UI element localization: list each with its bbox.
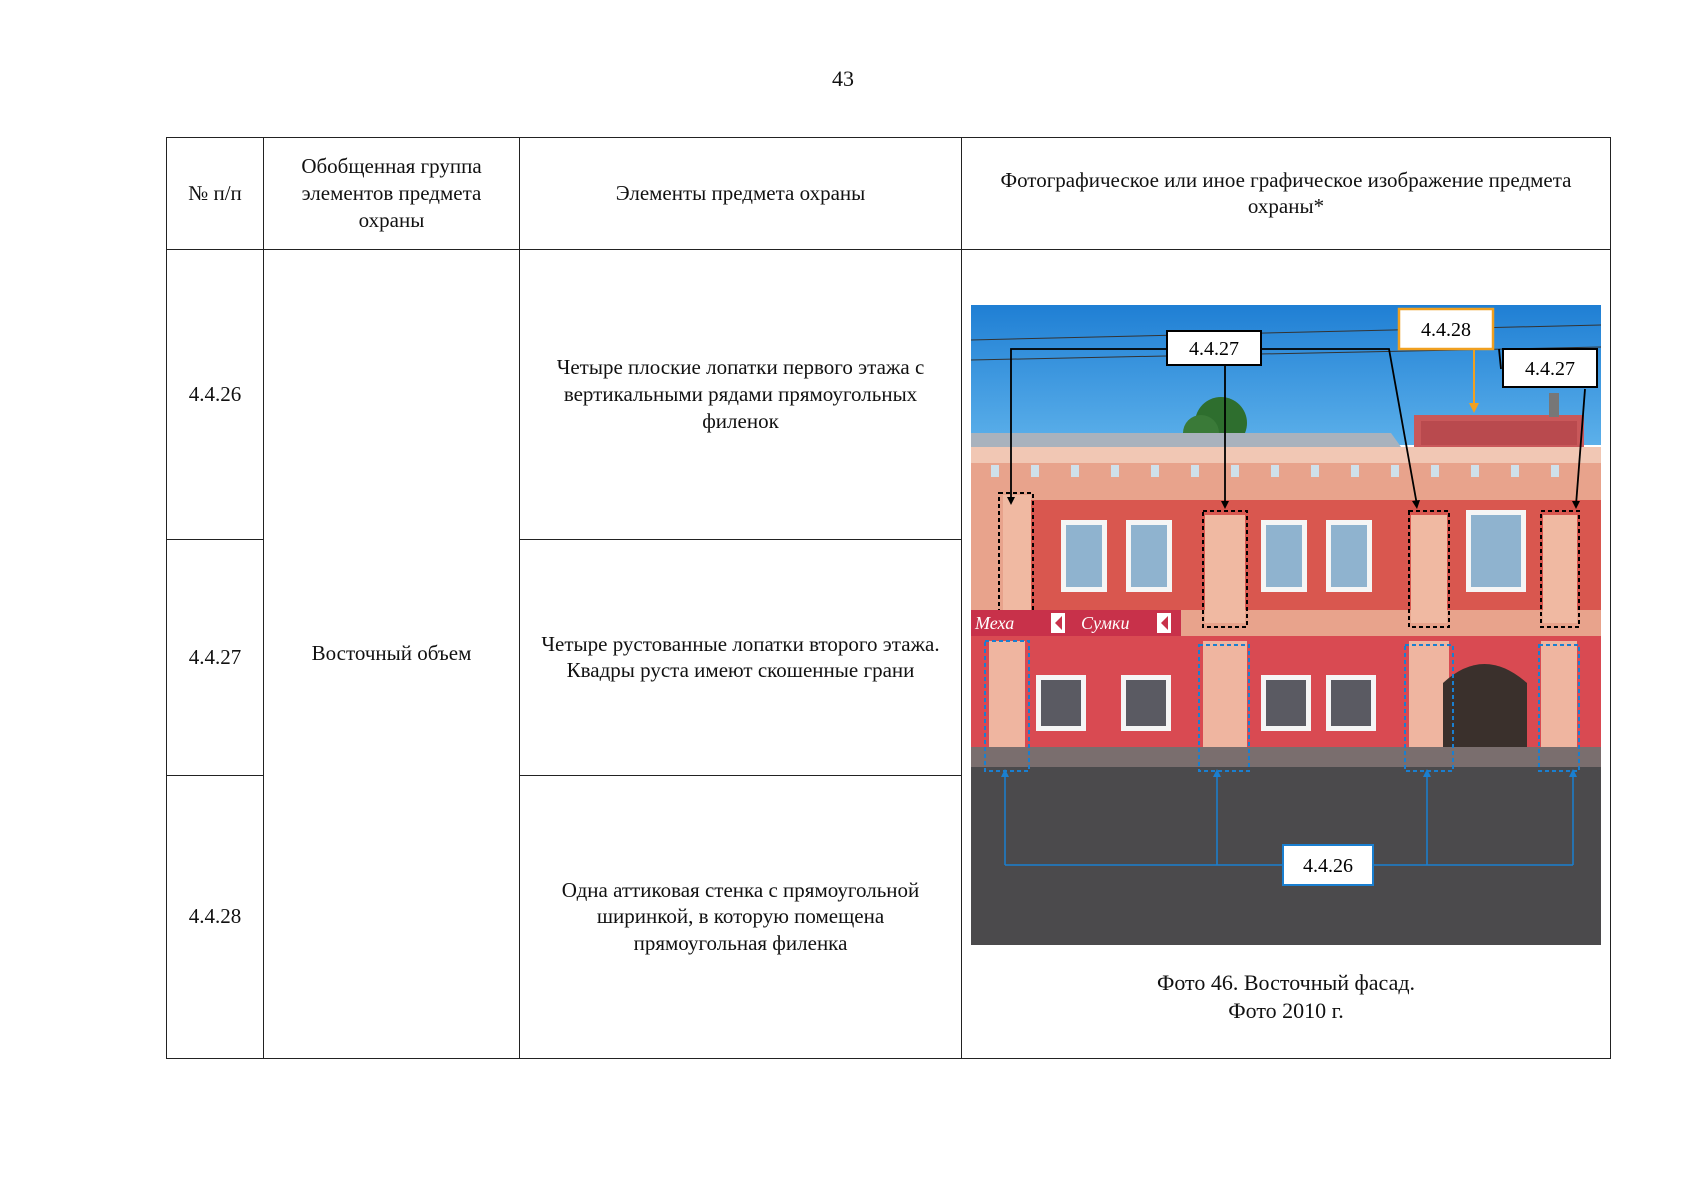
facade-photo xyxy=(971,305,1601,1024)
row-description: Одна аттиковая стенка с прямоугольной ширинкой, в которую помещена прямоугольная филенка xyxy=(520,775,962,1058)
protection-table xyxy=(166,137,1611,1059)
page-number: 43 xyxy=(832,66,854,91)
sign-left-text: Меха xyxy=(975,612,1015,633)
row-description: Четыре плоские лопатки первого этажа с вертикальными рядами прямоугольных филенок xyxy=(520,249,962,539)
header-image: Фотографическое или иное графическое изображение предмета охраны* xyxy=(962,138,1611,250)
row-number: 4.4.28 xyxy=(167,775,264,1058)
group-name: Восточный объем xyxy=(264,249,520,1058)
label-4427-right: 4.4.27 xyxy=(1525,357,1575,380)
label-4427-left: 4.4.27 xyxy=(1189,337,1239,360)
table-row xyxy=(167,249,1611,539)
row-description: Четыре рустованные лопатки второго этажа. Квадры руста имеют скошенные грани xyxy=(520,540,962,776)
header-elements: Элементы предмета охраны xyxy=(520,138,962,250)
row-number: 4.4.27 xyxy=(167,540,264,776)
row-number: 4.4.26 xyxy=(167,249,264,539)
caption-line-2: Фото 2010 г. xyxy=(1228,998,1344,1024)
facade-photo-image xyxy=(971,305,1601,945)
table-header-row xyxy=(167,138,1611,250)
header-group: Обобщенная группа элементов предмета охраны xyxy=(264,138,520,250)
caption-line-1: Фото 46. Восточный фасад. xyxy=(1156,969,1416,995)
label-4428: 4.4.28 xyxy=(1421,318,1471,341)
sign-right-text: Сумки xyxy=(1081,612,1130,633)
label-4426: 4.4.26 xyxy=(1303,854,1353,877)
photo-caption xyxy=(971,969,1601,1026)
photo-cell xyxy=(962,249,1611,1058)
header-number: № п/п xyxy=(167,138,264,250)
